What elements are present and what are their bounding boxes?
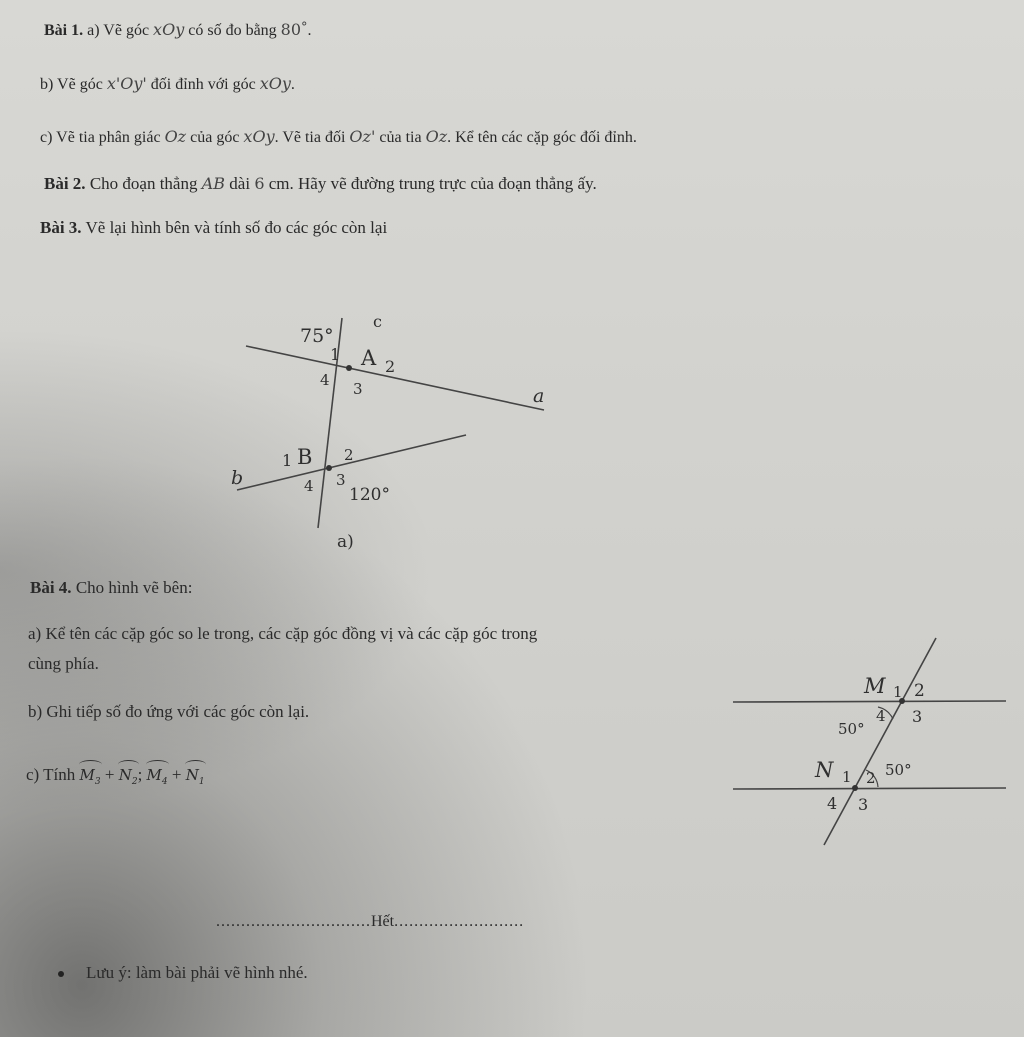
note-text: Lưu ý: làm bài phải vẽ hình nhé. (86, 963, 308, 982)
angle-M3-label: 3 (912, 707, 923, 726)
text: . (307, 22, 312, 39)
text: dài (229, 174, 251, 193)
angle-A4-label: 4 (320, 371, 330, 389)
exercise4-part-b: b) Ghi tiếp số đo ứng với các góc còn lại. (28, 702, 310, 721)
text: 1 (198, 777, 205, 787)
point-N-dot (852, 785, 858, 791)
angle-N2-label: 2 (866, 769, 876, 787)
angle-M1-label: 1 (893, 683, 903, 701)
dots-right: .......................... (394, 913, 525, 930)
angle-75-label: 75° (300, 325, 334, 347)
text: M (79, 766, 95, 784)
exercise4-part-a-line1: a) Kể tên các cặp góc so le trong, các cặp góc đồng vị và các cặp góc trong (28, 624, 538, 643)
point-A-label: A (361, 346, 377, 370)
end-marker (216, 913, 524, 931)
text: M (146, 766, 162, 784)
plus-sign: + (104, 765, 115, 784)
text: N (185, 766, 199, 784)
text: . Kể tên các cặp góc đối đỉnh. (447, 129, 637, 146)
exercise1-c-label: c) (40, 129, 53, 146)
math-xOy: xOy (259, 74, 291, 93)
transversal (824, 638, 936, 845)
math-xOy: xOy (153, 20, 185, 39)
text: 2 (131, 777, 138, 787)
text: . (290, 76, 295, 93)
math-x-Oy-prime: x'Oy' (106, 74, 147, 93)
point-M-label: M (864, 674, 886, 698)
angle-M2-label: 2 (914, 681, 925, 701)
text: Cho hình vẽ bên: (75, 578, 193, 597)
text: N (118, 766, 132, 784)
text: đối đỉnh với góc (150, 76, 256, 93)
angle-B4-label: 4 (304, 477, 314, 495)
text: của góc (190, 129, 240, 146)
angle-N4-label: 4 (827, 794, 838, 813)
angle-50-M-label: 50° (838, 720, 865, 738)
line-a-label: a (533, 385, 545, 407)
math-Oz: Oz (425, 127, 448, 146)
plus-sign: + (171, 765, 182, 784)
angle-A2-label: 2 (385, 357, 396, 376)
text: 4 (161, 777, 168, 787)
math-80: 80 (280, 20, 302, 39)
note (58, 963, 308, 983)
text: của tia (379, 129, 422, 146)
exercise2-label: Bài 2. (44, 174, 86, 193)
angle-B2-label: 2 (344, 446, 354, 464)
exercise1-a-label: a) (87, 22, 100, 39)
text: . Vẽ tia đối (274, 129, 346, 146)
line-c-label: c (373, 312, 382, 331)
point-N-label: N (815, 758, 834, 782)
line-top (733, 701, 1006, 702)
math-xOy: xOy (243, 127, 275, 146)
angle-M4-label: 4 (876, 707, 886, 725)
exercise4-part-a-line2: cùng phía. (28, 654, 99, 673)
bullet-icon (58, 971, 64, 977)
end-label: Hết (371, 913, 395, 930)
text: Vẽ tia phân giác (56, 129, 161, 146)
line-b-label: b (231, 467, 244, 489)
exercise3-label: Bài 3. (40, 218, 82, 237)
angle-B3-label: 3 (336, 471, 346, 489)
point-B-label: B (297, 445, 313, 469)
line-bottom (733, 788, 1006, 789)
angle-N3-label: 3 (858, 795, 869, 814)
dots-left: ............................... (216, 913, 371, 930)
angle-50-N-label: 50° (885, 761, 912, 779)
separator: ; (137, 765, 143, 784)
math-AB: AB (201, 174, 226, 193)
text: 3 (94, 777, 101, 787)
angle-B1-label: 1 (282, 451, 293, 470)
degree-sign: ° (301, 20, 308, 35)
angle-A3-label: 3 (353, 380, 363, 398)
text: cm. Hãy vẽ đường trung trực của đoạn thẳng ấy. (268, 174, 597, 193)
exercise1-b-label: b) (40, 76, 54, 93)
text: có số đo bằng (188, 22, 277, 39)
figure-a-caption: a) (337, 532, 354, 552)
angle-A1-label: 1 (330, 345, 341, 364)
math-Oz: Oz (164, 127, 187, 146)
text: Vẽ góc (103, 22, 150, 39)
math-6: 6 (254, 174, 265, 193)
text: Vẽ góc (57, 76, 103, 93)
exercise4-label: Bài 4. (30, 578, 72, 597)
angle-120-label: 120° (349, 485, 390, 505)
math-Oz-prime: Oz' (349, 127, 376, 146)
angle-N1-label: 1 (842, 768, 852, 786)
exercise1-label: Bài 1. (44, 22, 84, 39)
text: Cho đoạn thẳng (89, 174, 198, 193)
text: Vẽ lại hình bên và tính số đo các góc còn lại (85, 218, 388, 237)
exercise4-c-label: c) Tính (26, 765, 76, 784)
